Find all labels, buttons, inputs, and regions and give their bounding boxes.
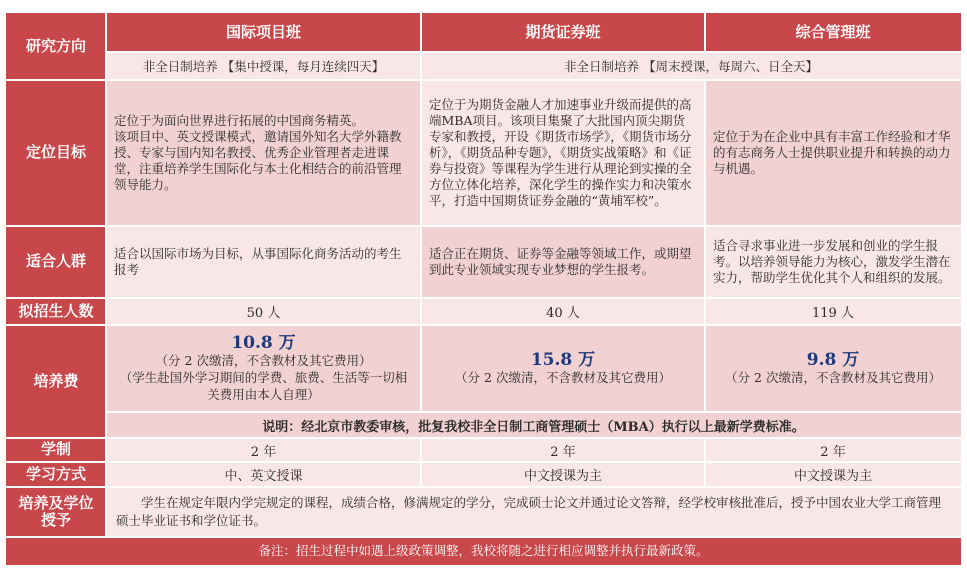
header-futures-class: 期货证券班 [421,13,705,52]
label-tuition-fee: 培养费 [6,325,106,438]
grid-line [704,80,706,412]
label-research-direction: 研究方向 [6,13,106,80]
grid-line [6,324,961,326]
mba-program-table [6,13,961,565]
study-mode-futures: 中文授课为主 [421,462,705,487]
header-general-management-class: 综合管理班 [705,13,961,52]
header-international-class: 国际项目班 [106,13,421,52]
fee-international [106,325,421,412]
fee-amount-futures: 15.8 万 [530,349,596,370]
grid-line [106,411,961,413]
label-duration: 学制 [6,438,106,462]
duration-futures: 2 年 [421,438,705,462]
grid-line [6,486,961,488]
label-enrollment: 拟招生人数 [6,298,106,325]
fee-general [705,325,961,412]
audience-futures: 适合正在期货、证券等金融等领域工作，或期望到此专业领域实现专业梦想的学生报考。 [421,226,705,298]
label-target-audience: 适合人群 [6,226,106,298]
duration-general: 2 年 [705,438,961,462]
study-mode-international: 中、英文授课 [106,462,421,487]
footer-remark: 备注：招生过程中如遇上级政策调整，我校将随之进行相应调整并执行最新政策。 [6,537,961,565]
fee-note-international: （分 2 次缴清，不含教材及其它费用） [155,352,372,368]
label-study-mode: 学习方式 [6,462,106,487]
enrollment-futures: 40 人 [421,298,705,325]
grid-line [6,297,961,299]
enrollment-international: 50 人 [106,298,421,325]
grid-line [106,51,961,53]
grid-line [6,79,961,81]
audience-international: 适合以国际市场为目标，从事国际化商务活动的考生报考 [106,226,421,298]
fee-note-futures: （分 2 次缴清，不含教材及其它费用） [455,369,671,385]
fee-statement: 说明：经北京市教委审核，批复我校非全日制工商管理硕士（MBA）执行以上最新学费标准。 [106,412,961,438]
label-degree-award [6,487,106,537]
degree-description-text: 学生在规定年限内学完规定的课程，成绩合格，修满规定的学分，完成硕士论文并通过论文答辩，经学校审核批准后，授予中国农业大学工商管理硕士毕业证书和学位证书。 [116,495,942,528]
fee-amount-international: 10.8 万 [231,332,296,353]
degree-description [106,487,961,537]
grid-line [6,461,961,463]
label-degree-award-text: 培养及学位授予 [18,493,94,529]
audience-general: 适合寻求事业进一步发展和创业的学生报考。以培养领导能力为核心，激发学生潜在实力，帮助学生优化其个人和组织的发展。 [705,226,961,298]
fee-extra-note-international: （学生赴国外学习期间的学费、旅费、生活等一切相关费用由本人自理） [119,369,408,402]
enrollment-general: 119 人 [705,298,961,325]
fee-amount-general: 9.8 万 [806,349,860,370]
grid-line [704,13,706,52]
grid-line [420,13,422,412]
fee-futures [421,325,705,412]
label-positioning: 定位目标 [6,80,106,226]
fee-note-general: （分 2 次缴清，不含教材及其它费用） [725,369,941,385]
grid-line [6,225,961,227]
grid-line [105,13,107,537]
grid-line [6,536,961,538]
positioning-general: 定位于为在企业中具有丰富工作经验和才华的有志商务人士提供职业提升和转换的动力与机遇。 [705,80,961,226]
schedule-weekend: 非全日制培养 【周末授课，每周六、日全天】 [421,52,961,80]
positioning-futures: 定位于为期货金融人才加速事业升级而提供的高端MBA项目。该项目集聚了大批国内顶尖期货专家和教授，开设《期货市场学》，《期货市场分析》，《期货品种专题》，《期货实战策略》和《证券与投资》等课程为学生进行从理论到实操的全方位立体化培养，深化学生的操作实力和决策水平，打造中国期货证券金融的“黄埔军校”。 [421,80,705,226]
duration-international: 2 年 [106,438,421,462]
grid-line [6,437,961,439]
study-mode-general: 中文授课为主 [705,462,961,487]
schedule-international: 非全日制培养 【集中授课，每月连续四天】 [106,52,421,80]
positioning-international: 定位于为面向世界进行拓展的中国商务精英。 该项目中、英文授课模式，邀请国外知名大学外籍教授、专家与国内知名教授、优秀企业管理者走进课堂，注重培养学生国际化与本土化相结合的前沿管理领导能力。 [106,80,421,226]
